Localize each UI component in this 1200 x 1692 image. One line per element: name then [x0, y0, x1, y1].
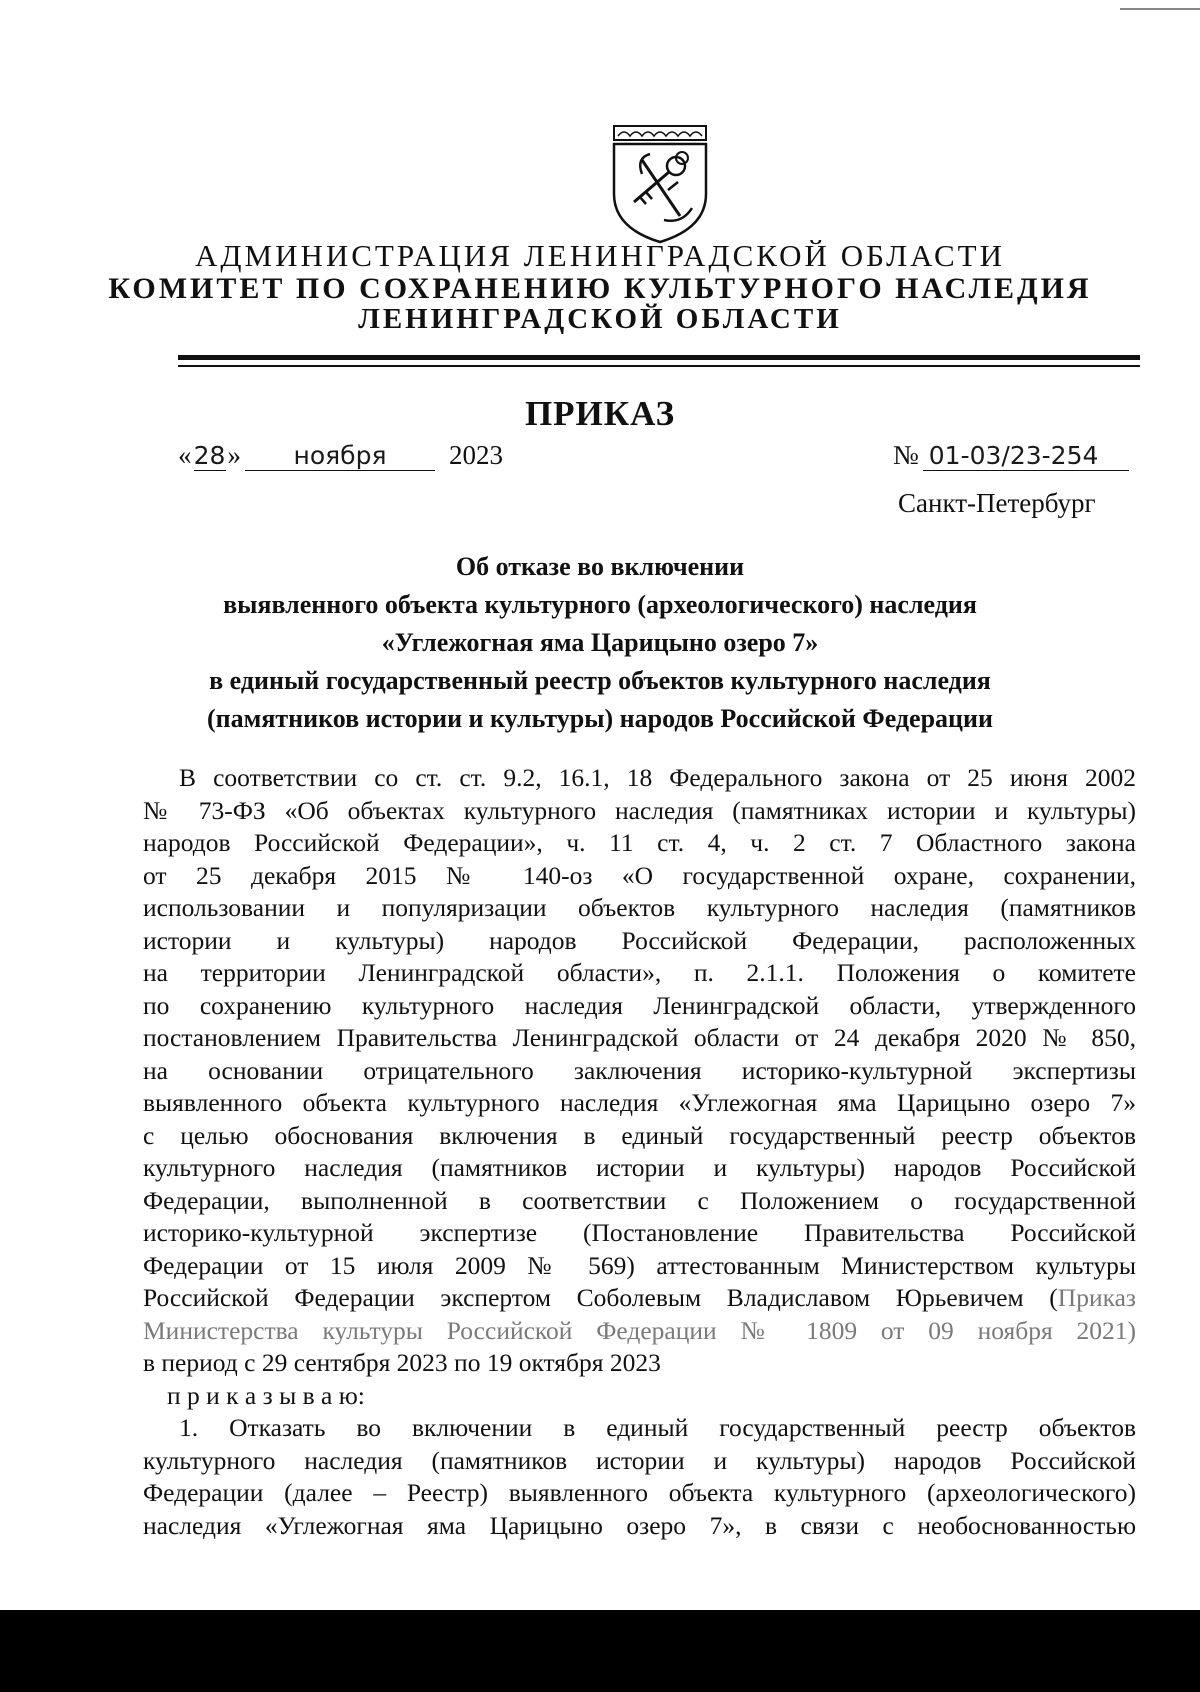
document-body [143, 762, 1136, 1542]
document-type-title: ПРИКАЗ [524, 394, 676, 433]
date-day: 28 [193, 441, 226, 470]
date-open-quote: « [178, 440, 192, 470]
scan-edge-mark [1120, 8, 1200, 10]
faded-text: Приказ [1057, 1283, 1136, 1312]
number-prefix: № [893, 440, 919, 470]
document-city: Санкт-Петербург [898, 488, 1096, 518]
org-name-line-2: КОМИТЕТ ПО СОХРАНЕНИЮ КУЛЬТУРНОГО НАСЛЕДИЯ [108, 272, 1092, 305]
subject-line: «Углежогная яма Царицыно озеро 7» [381, 628, 819, 657]
body-line: постановлением Правительства Ленинградской области от 24 декабря 2020 № 850, [143, 1023, 1136, 1052]
body-line: культурного наследия (памятников истории и культуры) народов Российской [143, 1153, 1136, 1182]
body-line: народов Российской Федерации», ч. 11 ст. 4, ч. 2 ст. 7 Областного закона [143, 828, 1136, 857]
body-line: В соответствии со ст. ст. 9.2, 16.1, 18 Федерального закона от 25 июня 2002 [179, 763, 1136, 792]
number-value: 01-03/23-254 [923, 441, 1129, 471]
header-divider-thick [178, 355, 1140, 360]
body-line: в период с 29 сентября 2023 по 19 октября 2023 [143, 1348, 661, 1377]
subject-line: (памятников истории и культуры) народов Российской Федерации [207, 704, 993, 733]
body-line: истории и культуры) народов Российской Федерации, расположенных [143, 925, 1136, 955]
body-line-faded: Министерства культуры Российской Федерации № 1809 от 09 ноября 2021) [143, 1315, 1136, 1345]
body-line: с целью обоснования включения в единый государственный реестр объектов [143, 1120, 1136, 1150]
body-line: на основании отрицательного заключения историко-культурной экспертизы [143, 1055, 1136, 1085]
date-year: 2023 [449, 440, 503, 470]
body-line [143, 1282, 1136, 1315]
org-name-line-1: АДМИНИСТРАЦИЯ ЛЕНИНГРАДСКОЙ ОБЛАСТИ [195, 238, 1005, 273]
document-date [178, 440, 503, 471]
item-1-line: Федерации (далее – Реестр) выявленного объекта культурного (археологического) [143, 1478, 1136, 1507]
document-number [893, 440, 1129, 471]
scan-bottom-border [0, 1610, 1200, 1692]
item-1-line: 1. Отказать во включении в единый государственный реестр объектов [179, 1413, 1136, 1442]
body-line: выявленного объекта культурного наследия «Углежогная яма Царицыно озеро 7» [143, 1088, 1136, 1117]
date-month: ноября [245, 441, 435, 471]
subject-line: выявленного объекта культурного (археологического) наследия [223, 590, 977, 619]
body-line: № 73-ФЗ «Об объектах культурного наследия (памятниках истории и культуры) [143, 795, 1136, 825]
coat-of-arms-icon [612, 124, 708, 244]
item-1-line: наследия «Углежогная яма Царицыно озеро 7», в связи с необоснованностью [143, 1510, 1136, 1540]
document-subject [0, 548, 1200, 738]
body-line: историко-культурной экспертизе (Постановление Правительства Российской [143, 1218, 1136, 1247]
body-line: использовании и популяризации объектов культурного наследия (памятников [143, 893, 1136, 922]
body-line-text: Российской Федерации экспертом Соболевым Владиславом Юрьевичем ( [143, 1283, 1058, 1312]
body-line: от 25 декабря 2015 № 140-оз «О государственной охране, сохранении, [143, 860, 1136, 890]
order-word: п р и к а з ы в а ю: [167, 1380, 365, 1410]
subject-line: Об отказе во включении [455, 552, 745, 581]
date-close-quote: » [227, 440, 241, 470]
body-line: Федерации, выполненной в соответствии с Положением о государственной [143, 1185, 1136, 1215]
body-line: на территории Ленинградской области», п. 2.1.1. Положения о комитете [143, 958, 1136, 987]
org-name-line-3: ЛЕНИНГРАДСКОЙ ОБЛАСТИ [358, 303, 842, 335]
header-divider-thin [178, 365, 1140, 367]
body-line: Федерации от 15 июля 2009 № 569) аттестованным Министерством культуры [143, 1250, 1136, 1280]
item-1-line: культурного наследия (памятников истории и культуры) народов Российской [143, 1445, 1136, 1475]
body-line: по сохранению культурного наследия Ленинградской области, утвержденного [143, 990, 1136, 1020]
subject-line: в единый государственный реестр объектов культурного наследия [209, 666, 991, 695]
